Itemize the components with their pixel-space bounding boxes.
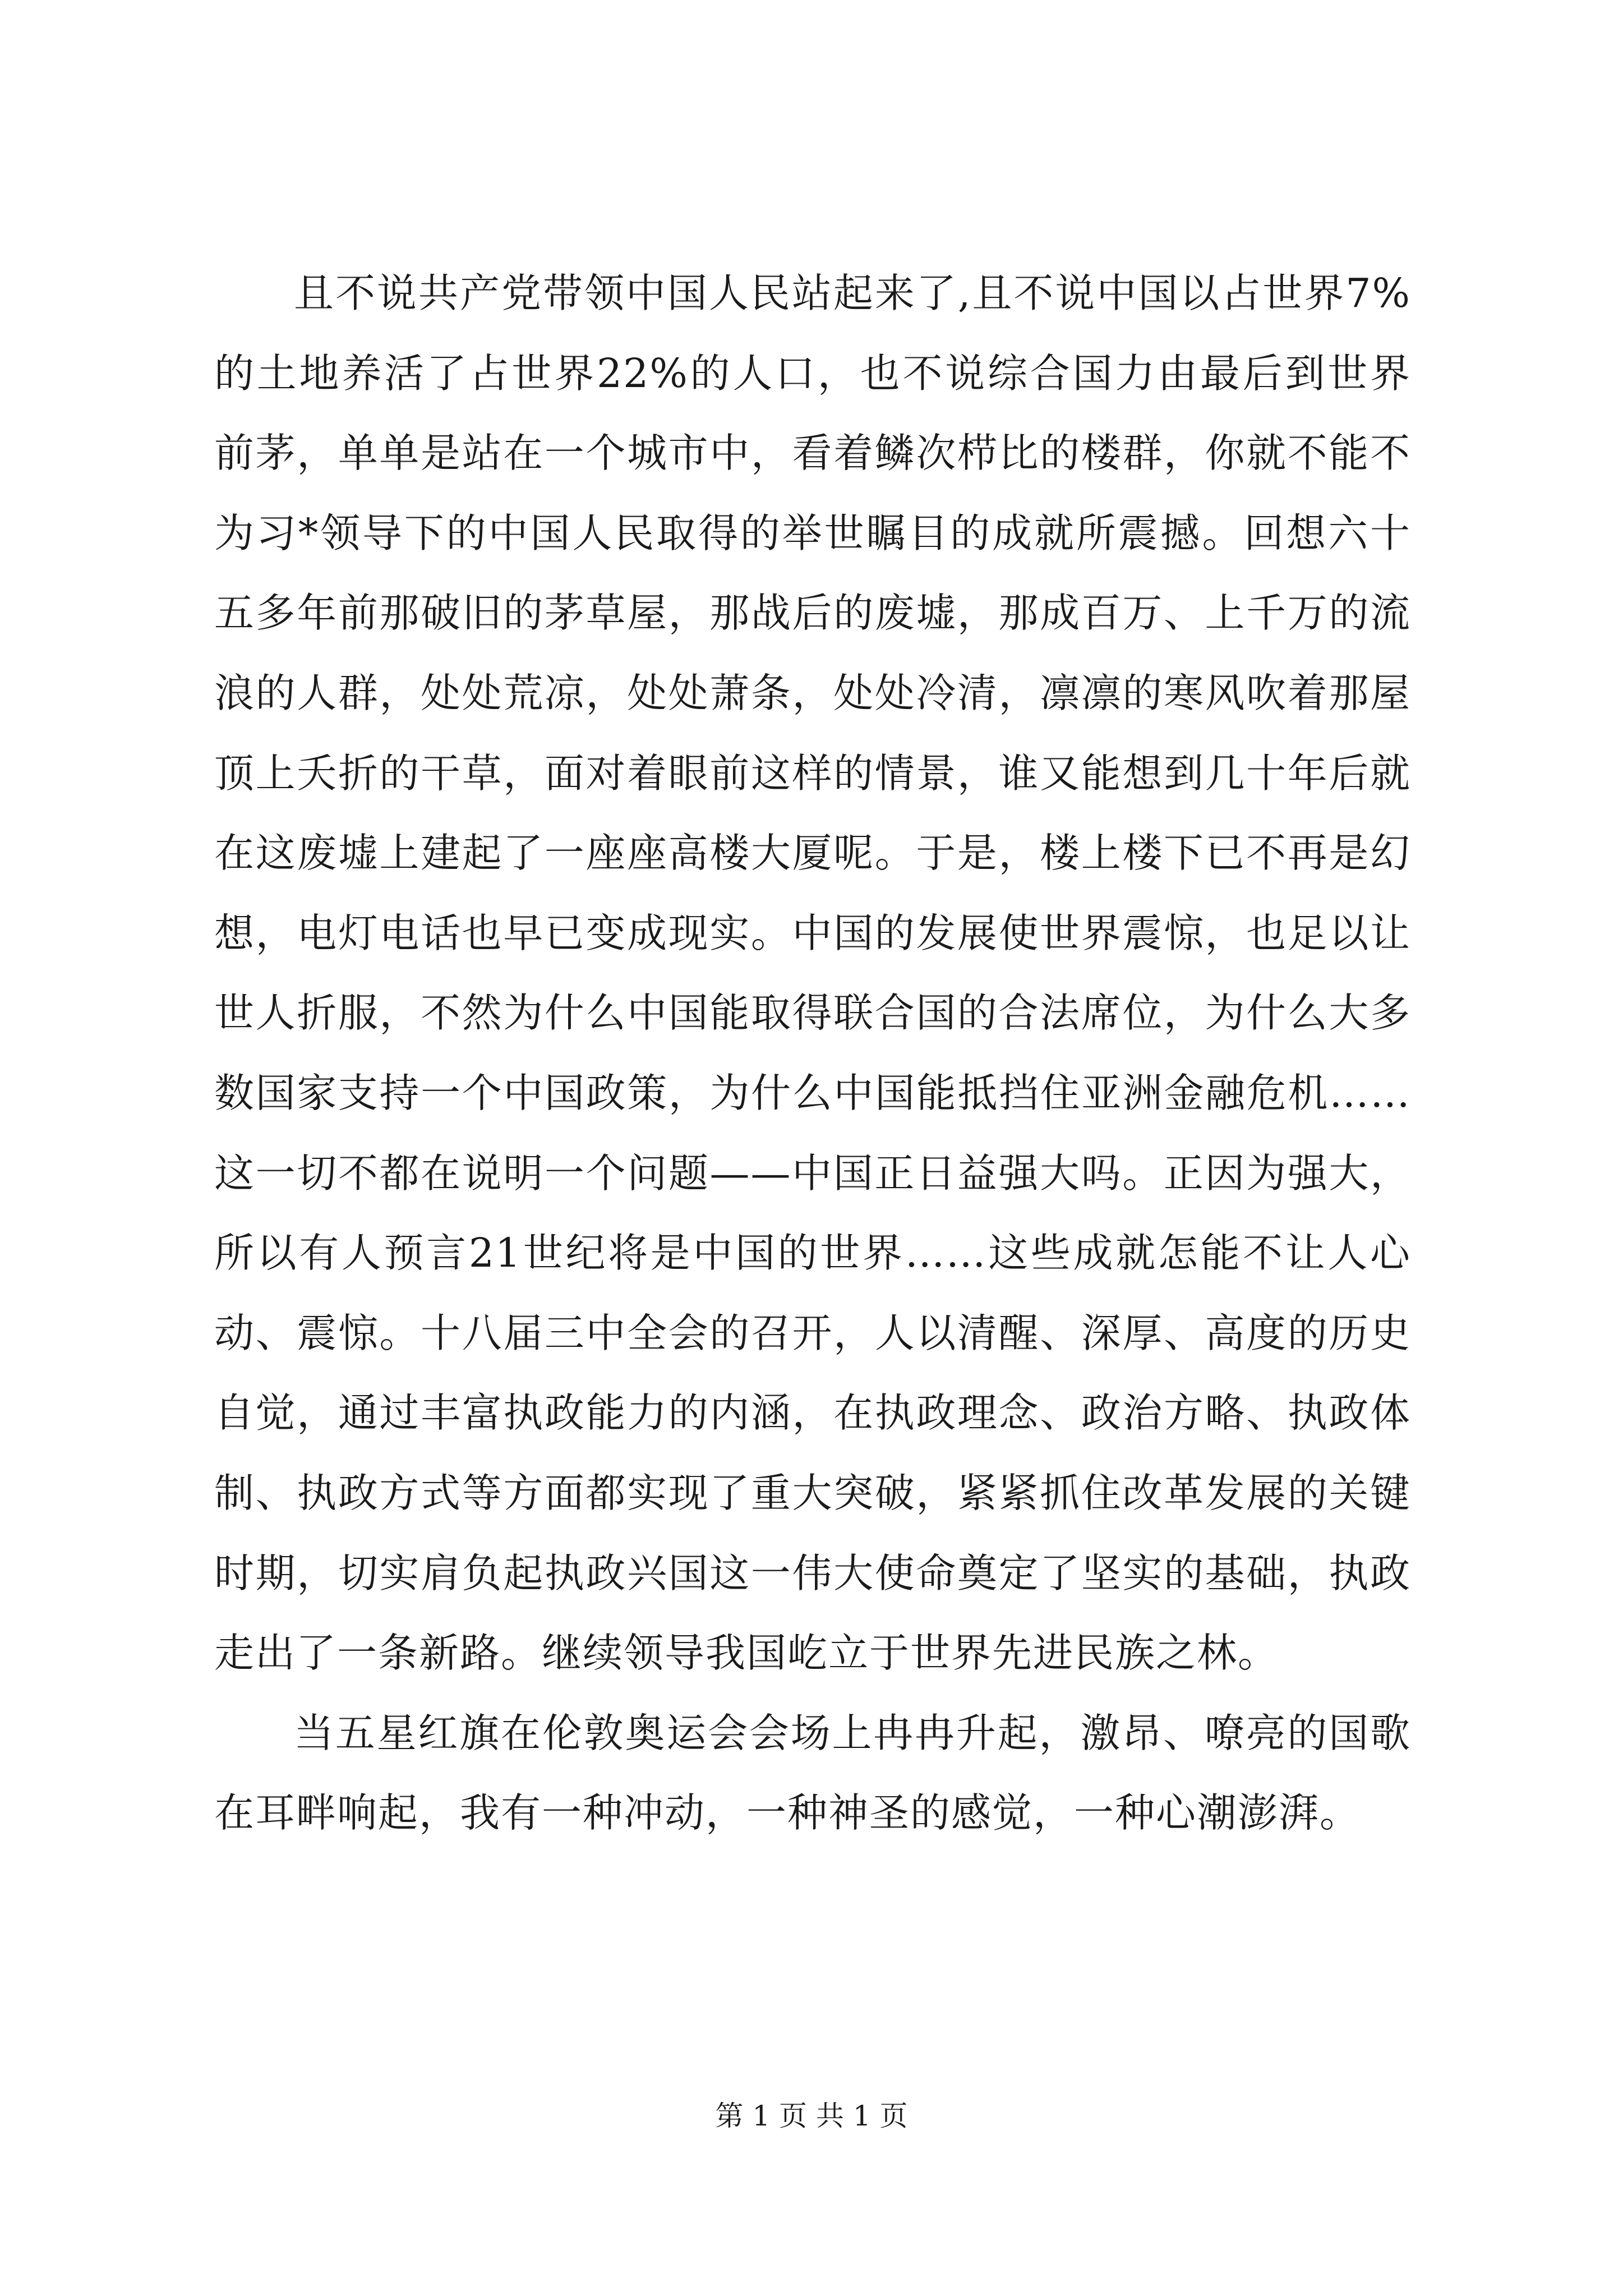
page-number-footer: 第 1 页 共 1 页 [715,2100,908,2132]
document-body [214,254,1411,1853]
paragraph-2: 当五星红旗在伦敦奥运会会场上冉冉升起，激昂、嘹亮的国歌在耳畔响起，我有一种冲动，一种神圣的感觉，一种心潮澎湃。 [214,1709,1411,1837]
paragraph-1: 且不说共产党带领中国人民站起来了,且不说中国以占世界7%的土地养活了占世界22%的人口，也不说综合国力由最后到世界前茅，单单是站在一个城市中，看着鳞次栉比的楼群，你就不能不为习*领导下的中国人民取得的举世瞩目的成就所震撼。回想六十五多年前那破旧的茅草屋，那战后的废墟，那成百万、上千万的流浪的人群，处处荒凉，处处萧条，处处冷清，凛凛的寒风吹着那屋顶上夭折的干草，面对着眼前这样的情景，谁又能想到几十年后就在这废墟上建起了一座座高楼大厦呢。于是，楼上楼下已不再是幻想，电灯电话也早已变成现实。中国的发展使世界震惊，也足以让世人折服，不然为什么中国能取得联合国的合法席位，为什么大多数国家支持一个中国政策，为什么中国能抵挡住亚洲金融危机……这一切不都在说明一个问题——中国正日益强大吗。正因为强大，所以有人预言21世纪将是中国的世界……这些成就怎能不让人心动、震惊。十八届三中全会的召开，人以清醒、深厚、高度的历史自觉，通过丰富执政能力的内涵，在执政理念、政治方略、执政体制、执政方式等方面都实现了重大突破，紧紧抓住改革发展的关键时期，切实肩负起执政兴国这一伟大使命奠定了坚实的基础，执政走出了一条新路。继续领导我国屹立于世界先进民族之林。 [214,270,1411,1677]
